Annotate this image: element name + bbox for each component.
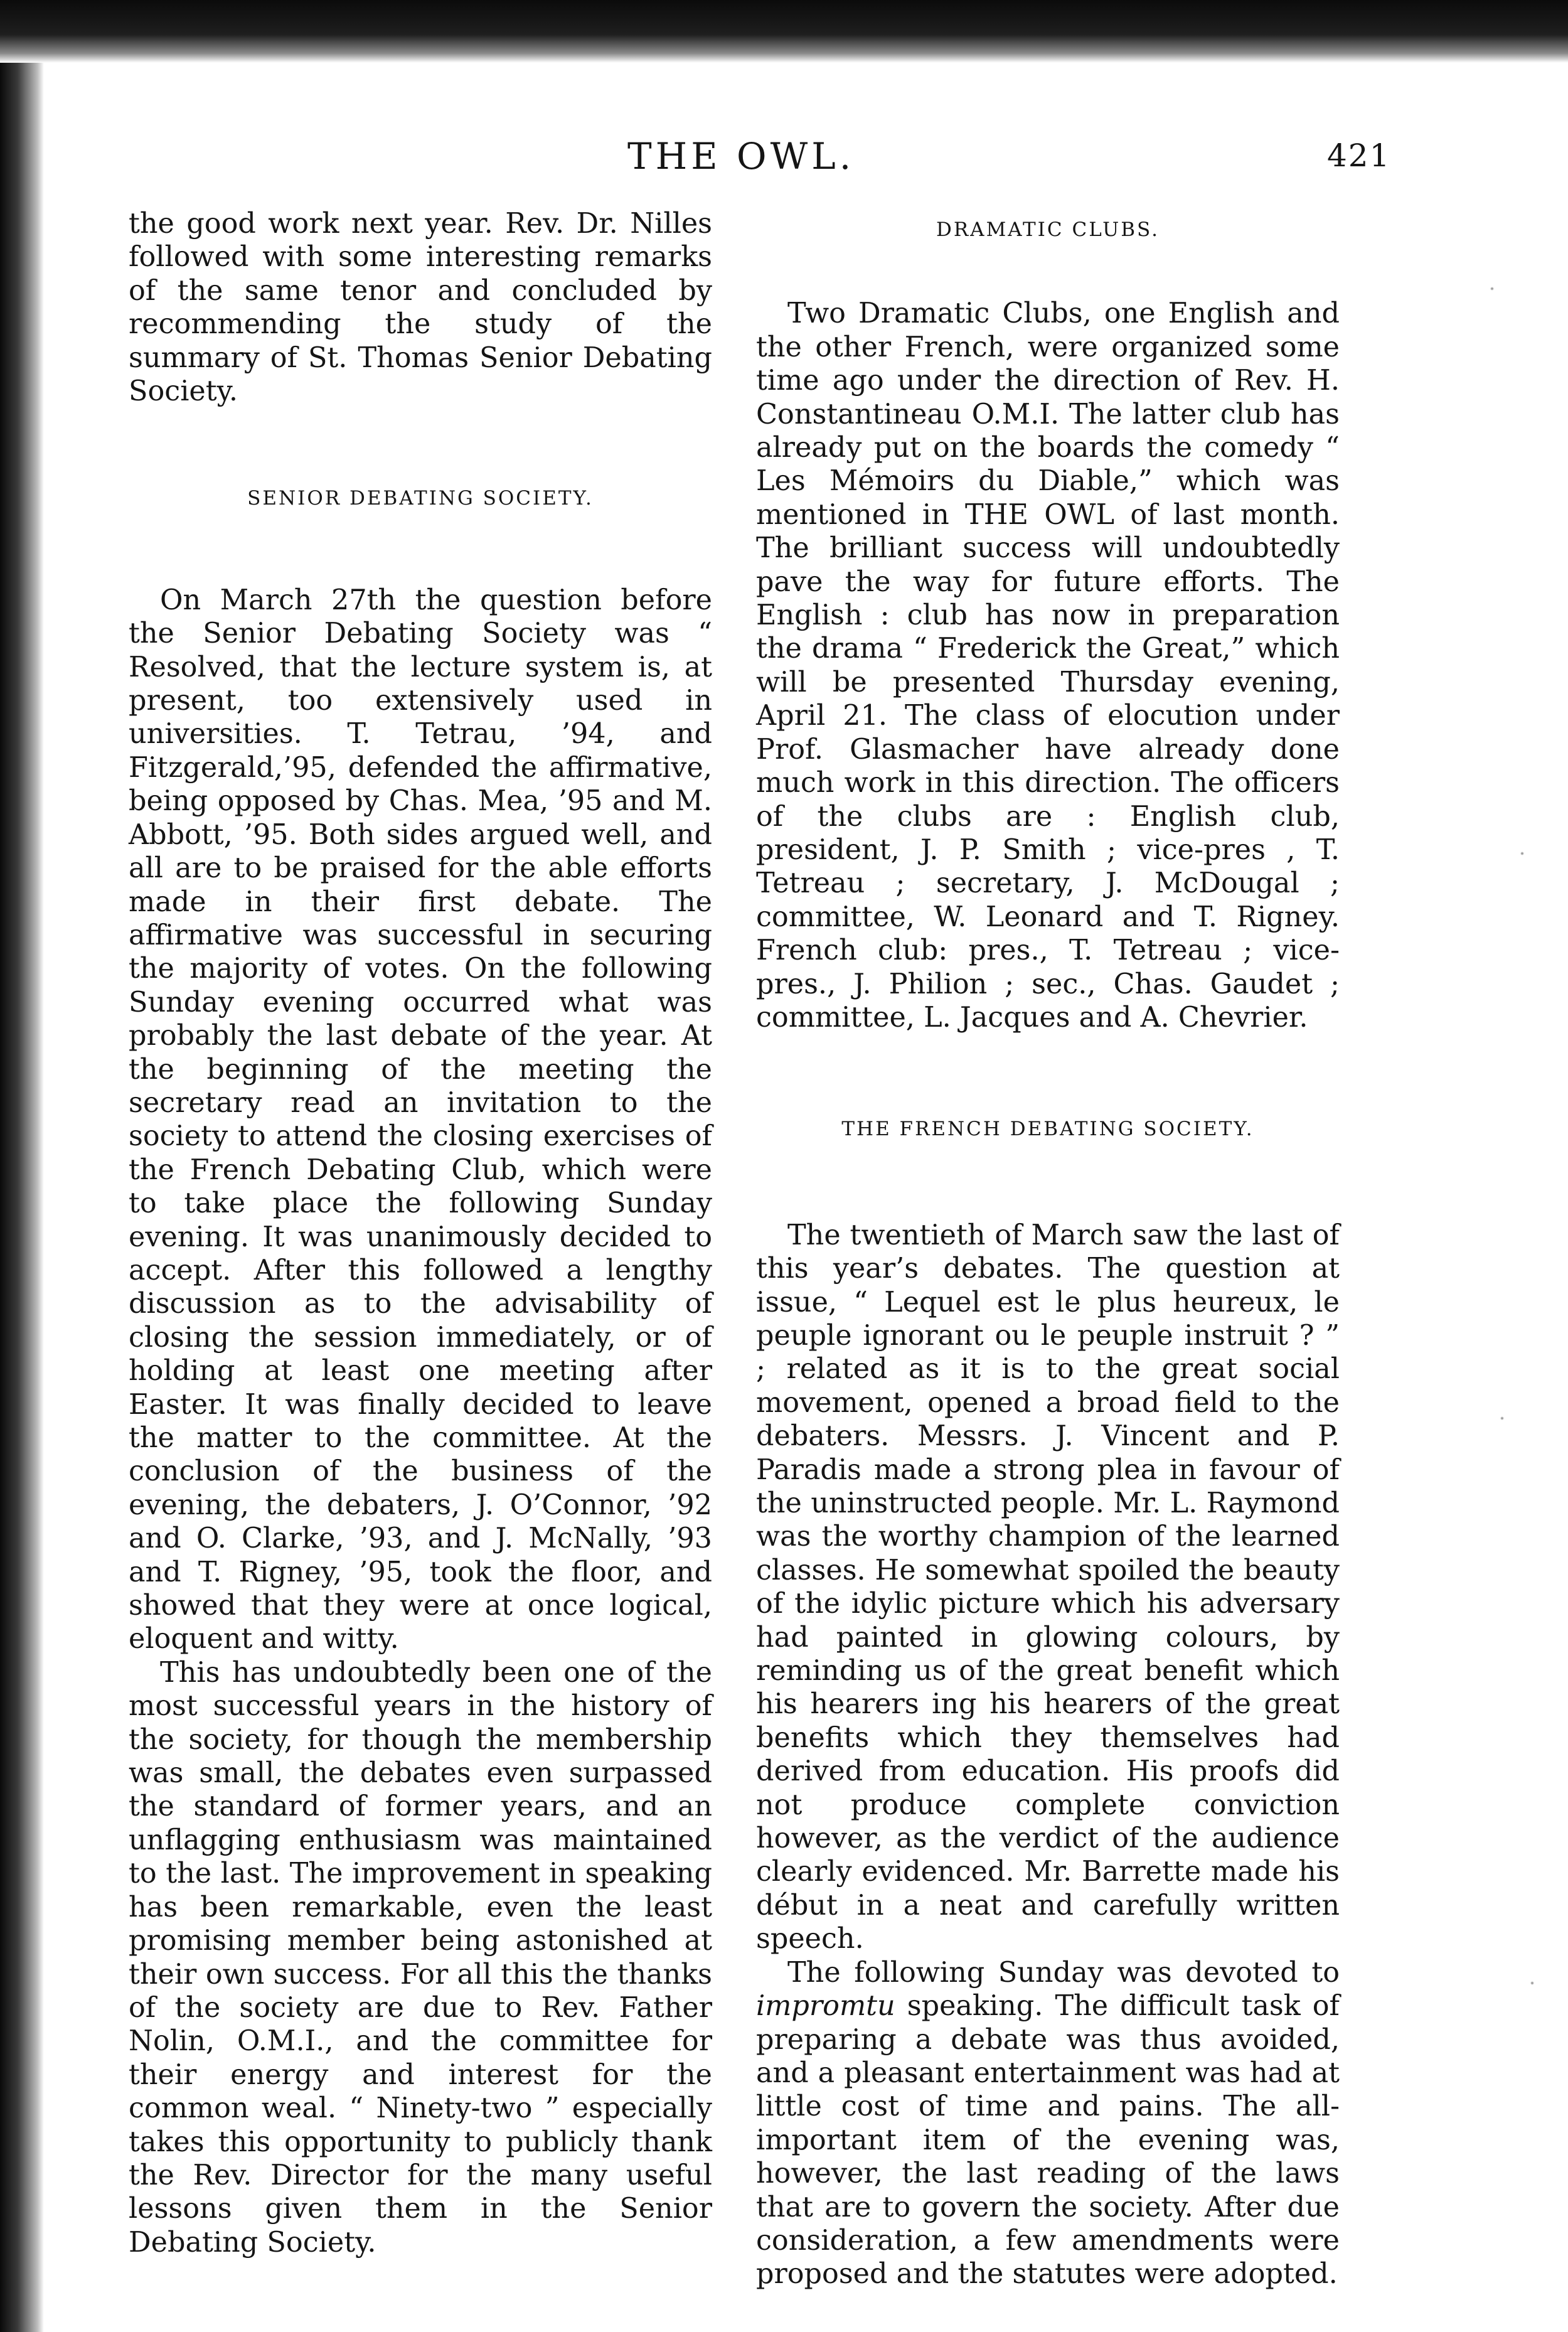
impromptu-rest-text: speaking. The difficult task of preparing a debate was thus avoided, and a pleasant entertainment was had at little cost of time and pains. The all-important item of the evening was, however, the last reading of the laws that are to govern the society. After due consideration, a few amendments were proposed and the statutes were adopted. [756,1990,1340,2291]
senior-debating-closing-paragraph: This has undoubtedly been one of the most successful years in the history of the society, for though the membership was small, the debates even surpassed the standard of former years, and an unflagging enthusiasm was maintained to the last. The improvement in speaking has been remarkable, even the least promising member being astonished at their own success. For all this the thanks of the society are due to Rev. Father Nolin, O.M.I., and the committee for their energy and interest for the common weal. “ Ninety-two ” especially takes this opportunity to publicly thank the Rev. Director for the many useful lessons given them in the Senior Debating Society. [129,1656,712,2259]
right-column [756,207,1340,2291]
french-debating-paragraph: The twentieth of March saw the last of this year’s debates. The question at issue, “ Lequel est le plus heureux, le peuple ignorant ou le peuple instruit ? ” ; related as it is to the great social movement, opened a broad field to the debaters. Messrs. J. Vincent and P. Paradis made a strong plea in favour of the uninstructed people. Mr. L. Raymond was the worthy champion of the learned classes. He somewhat spoiled the beauty of the idylic picture which his adversary had painted in glowing colours, by reminding us of the great benefit which his hearers ing his hearers of the great benefits which they themselves had derived from education. His proofs did not produce complete conviction however, as the verdict of the audience clearly evidenced. Mr. Barrette made his début in a neat and carefully written speech. [756,1219,1340,1955]
impromptu-lead-text: The following Sunday was devoted to [787,1956,1340,1989]
running-header [0,135,1568,179]
impromptu-paragraph [756,1956,1340,2291]
left-column [129,207,712,2259]
section-heading-senior-debating: SENIOR DEBATING SOCIETY. [247,487,594,510]
dramatic-clubs-paragraph: Two Dramatic Clubs, one English and the other French, were organized some time ago under the direction of Rev. H. Constantineau O.M.I. The latter club has already put on the boards the comedy “ Les Mémoirs du Diable,” which was mentioned in THE OWL of last month. The brilliant success will undoubtedly pave the way for future efforts. The English : club has now in preparation the drama “ Frederick the Great,” which will be presented Thursday evening, April 21. The class of elocution under Prof. Glasmacher have already done much work in this direction. The officers of the clubs are : English club, president, J. P. Smith ; vice-pres , T. Tetreau ; secretary, J. McDougal ; committee, W. Leonard and T. Rigney. French club: pres., T. Tetreau ; vice-pres., J. Philion ; sec., Chas. Gaudet ; committee, L. Jacques and A. Chevrier. [756,297,1340,1034]
scan-binding-shadow [0,63,44,2332]
section-heading-french-debating: THE FRENCH DEBATING SOCIETY. [841,1118,1254,1141]
running-title: THE OWL. [627,135,855,178]
scan-margin-specks [1462,63,1562,2322]
senior-debating-paragraph: On March 27th the question before the Senior Debating Society was “ Resolved, that the lecture system is, at present, too extensively used in universities. T. Tetrau, ’94, and Fitzgerald,’95, defended the affirmative, being opposed by Chas. Mea, ’95 and M. Abbott, ’95. Both sides argued well, and all are to be praised for the able efforts made in their first debate. The affirmative was successful in securing the majority of votes. On the following Sunday evening occurred what was probably the last debate of the year. At the beginning of the meeting the secretary read an invitation to the society to attend the closing exercises of the French Debating Club, which were to take place the following Sunday evening. It was unanimously decided to accept. After this followed a lengthy discussion as to the advisability of closing the session immediately, or of holding at least one meeting after Easter. It was finally decided to leave the matter to the committee. At the conclusion of the business of the evening, the debaters, J. O’Connor, ’92 and O. Clarke, ’93, and J. McNally, ’93 and T. Rigney, ’95, took the floor, and showed that they were at once logical, eloquent and witty. [129,584,712,1655]
section-heading-dramatic-clubs: DRAMATIC CLUBS. [936,218,1160,241]
continuation-paragraph: the good work next year. Rev. Dr. Nilles followed with some interesting remarks of the same tenor and concluded by recommending the study of the summary of St. Thomas Senior Debating Society. [129,208,712,408]
scan-top-border [0,0,1568,63]
page-number: 421 [1327,137,1391,174]
impromptu-italic-word: impromtu [756,1990,895,2023]
